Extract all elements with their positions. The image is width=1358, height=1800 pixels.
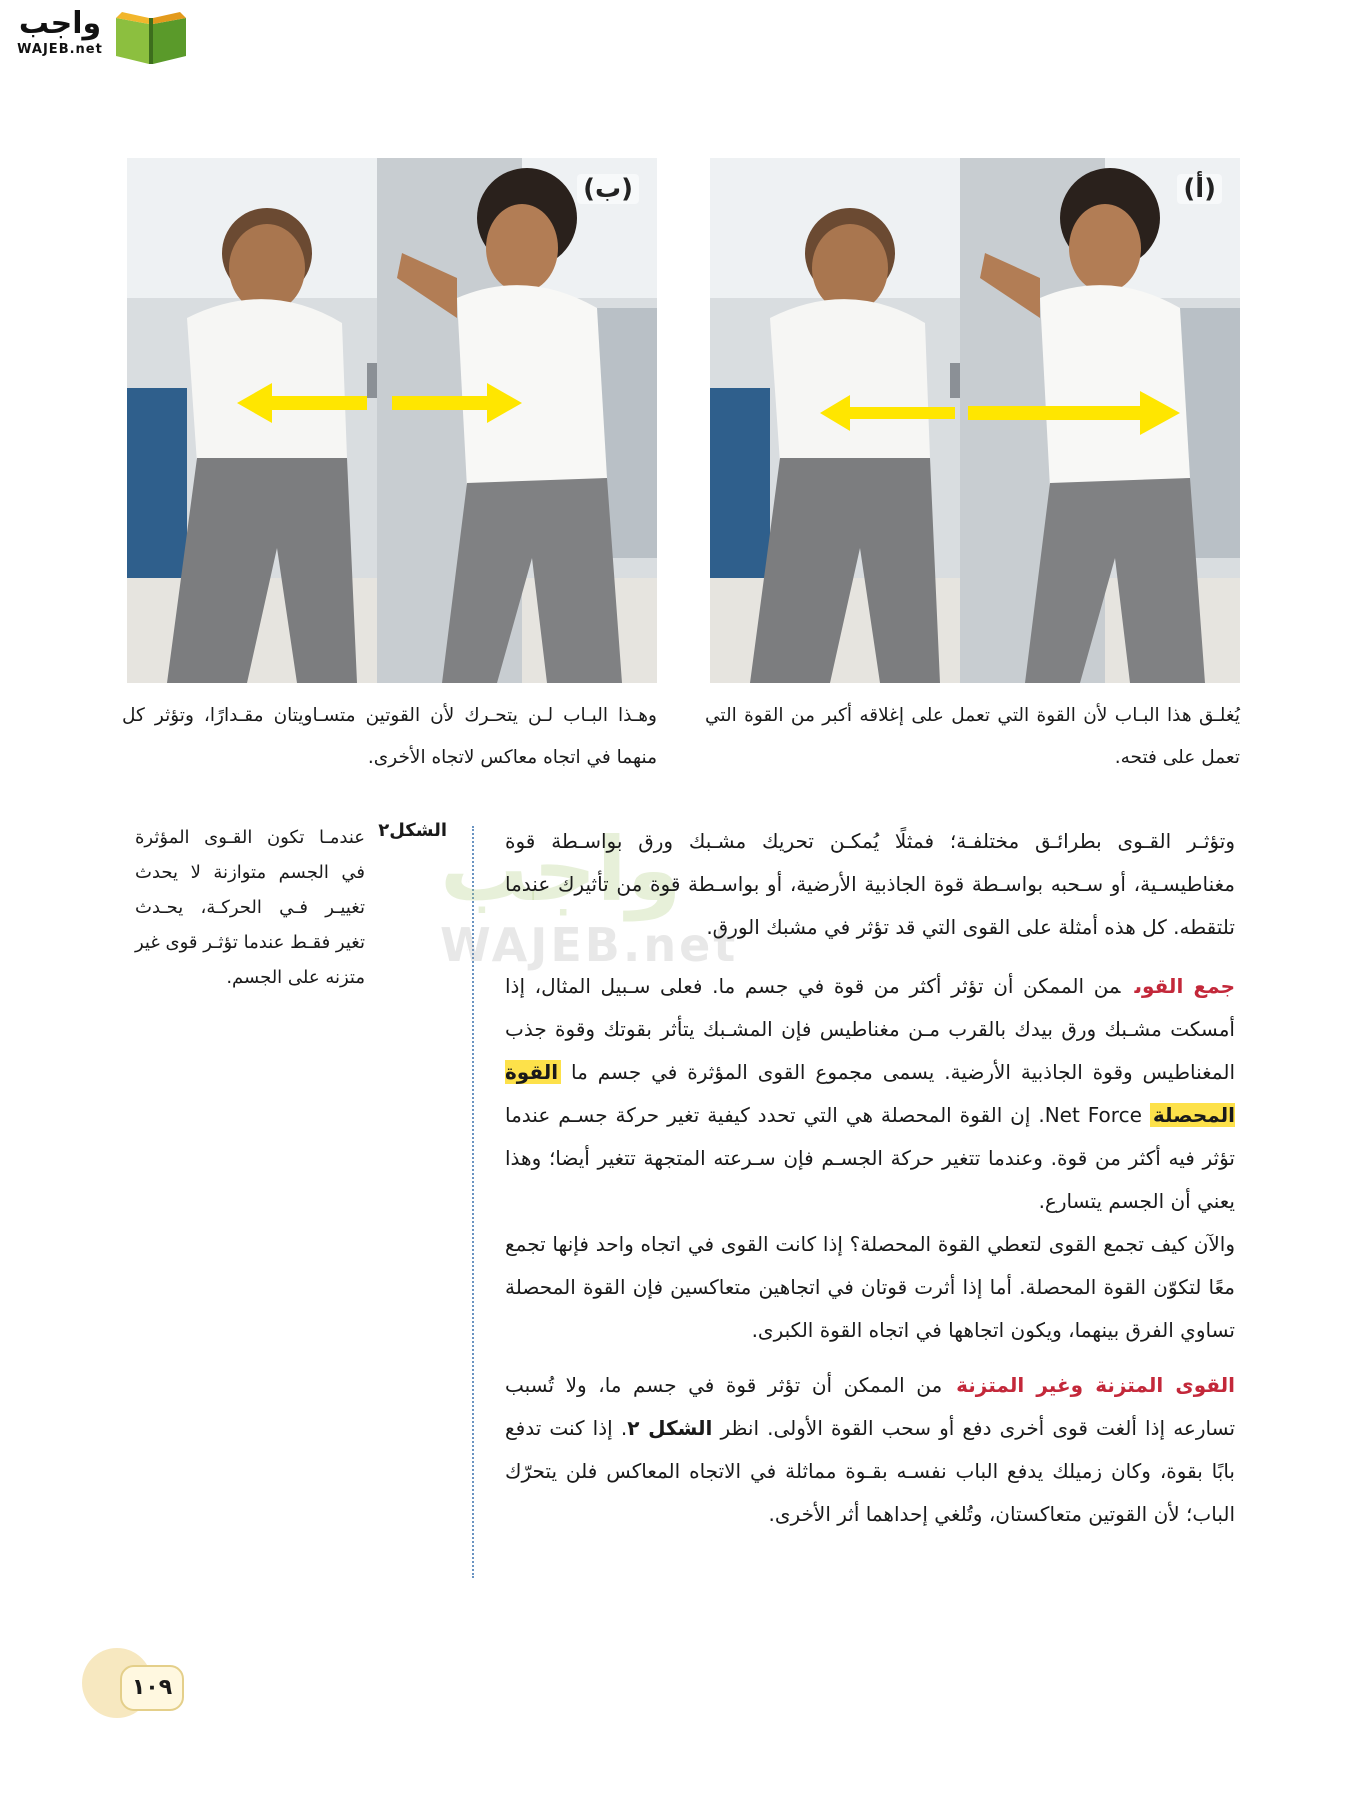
balanced-forces-text-a: من الممكن أن تؤثر قوة في جسم ما، ولا تُسبب تسارعه إذا ألغت قوى أخرى دفع أو سحب القوة الأولى. انظر [505, 1373, 1236, 1440]
paragraph-intro: وتؤثـر القـوى بطرائـق مختلفـة؛ فمثلًا يُمكـن تحريك مشـبك ورق بواسـطة قوة مغناطيسـية، أو سـحبه بواسـطة قوة الجاذبية الأرضية، أو بواسـطة قوة من تأثيرك عندما تلتقطه. كل هذه أمثلة على القوى التي قد تؤثر في مشبك الورق. [505, 829, 1235, 939]
watermark-arabic: واجب [440, 818, 682, 921]
balanced-forces-text-b: . إذا كنت تدفع بابًا بقوة، وكان زميلك يدفع الباب نفسـه بقـوة مماثلة في الاتجاه المعاكس فلن يتحرّك الباب؛ لأن القوتين متعاكستان، وتُلغي إحداهما أثر الأخرى. [505, 1416, 1235, 1526]
paragraph-adding-forces [505, 965, 1235, 1223]
figure-label-b: (ب) [577, 174, 639, 204]
figure-label-a: (أ) [1177, 174, 1222, 204]
paragraph-net-force-how: والآن كيف تجمع القوى لتعطي القوة المحصلة؟ إذا كانت القوى في اتجاه واحد فإنها تجمع معًا لتكوّن القوة المحصلة. أما إذا أثرت قوتان في اتجاهين متعاكسين فإن القوة المحصلة تساوي الفرق بينهما، ويكون اتجاهها في اتجاه القوة الكبرى. [505, 1232, 1235, 1342]
logo-text [14, 6, 106, 58]
term-net-force-en: Net Force [1044, 1103, 1142, 1127]
caption-b: وهـذا البـاب لـن يتحـرك لأن القوتين متسـاويتان مقـدارًا، وتؤثر كل منهما في اتجاه معاكس لاتجاه الأخرى. [122, 705, 657, 768]
door-closing-illustration [710, 158, 1240, 683]
figure-photo-b [127, 158, 657, 683]
adding-forces-text-b: . إن القوة المحصلة هي التي تحدد كيفية تغير حركة جسـم عندما تؤثر فيه أكثر من قوة. وعندما تتغير حركة الجسـم فإن سـرعته المتجهة تتغير أيضا؛ وهذا يعني أن الجسم يتسارع. [505, 1103, 1235, 1213]
caption-a: يُغلـق هذا البـاب لأن القوة التي تعمل على إغلاقه أكبر من القوة التي تعمل على فتحه. [705, 705, 1240, 768]
side-note-label: الشكل٢ [378, 820, 447, 841]
door-balanced-illustration [127, 158, 657, 683]
adding-forces-text-a: من الممكن أن تؤثر أكثر من قوة في جسم ما. فعلى سـبيل المثال، إذا أمسكت مشـبك ورق بيدك بالقرب مـن مغناطيس فإن المشـبك يتأثر بقوتك وقوة جذب المغناطيس وقوة الجاذبية الأرضية. يسمى مجموع القوى المؤثرة في جسم ما [505, 974, 1235, 1084]
section-heading-adding-forces: جمع القوى [1134, 974, 1235, 998]
column-divider [472, 826, 474, 1578]
wajeb-logo[interactable] [14, 6, 189, 68]
open-book-icon [112, 6, 190, 66]
main-text [505, 820, 1235, 1536]
logo-arabic: واجب [18, 6, 102, 41]
watermark-latin: WAJEB.net [440, 918, 739, 972]
side-note-text: عندمـا تكون القـوى المؤثرة في الجسم متوازنة لا يحدث تغييـر فـي الحركـة، يحـدث تغير فقـط عندما تؤثـر قوى غير متزنه على الجسم. [135, 827, 365, 988]
term-net-force: القوة المحصلة [505, 1060, 1235, 1127]
page-number: ١٠٩ [120, 1665, 184, 1711]
figure-reference[interactable]: الشكل ٢ [627, 1416, 713, 1440]
logo-latin: WAJEB.net [17, 42, 103, 57]
figure-photo-a [710, 158, 1240, 683]
paragraph-balanced-forces [505, 1364, 1235, 1536]
section-heading-balanced-forces: القوى المتزنة وغير المتزنة [956, 1373, 1235, 1397]
